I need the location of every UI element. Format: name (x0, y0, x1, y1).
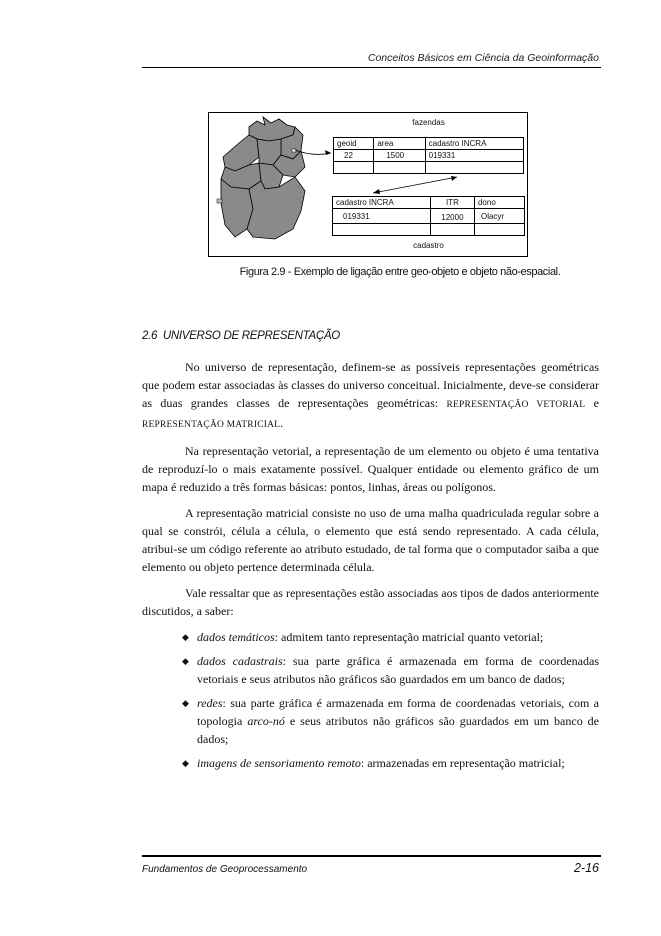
table-fazendas-empty-cell (334, 162, 374, 174)
page-header-title: Conceitos Básicos em Ciência da Geoinformação (367, 52, 599, 64)
table-fazendas-header-area: area (374, 138, 425, 150)
body-text (142, 358, 599, 778)
list-item: ◆ imagens de sensoriamento remoto: armazenadas em representação matricial; (182, 756, 565, 770)
figure-caption: Figura 2.9 - Exemplo de ligação entre geo-objeto e objeto não-espacial. (239, 266, 561, 278)
paragraph-4: Vale ressaltar que as representações estão associadas aos tipos de dados anteriormente discutidos, a saber: (142, 586, 599, 618)
table-fazendas-title: fazendas (412, 118, 445, 127)
paragraph-2: Na representação vetorial, a representação de um elemento ou objeto é uma tentativa de reproduzí-lo o mais exatamente possível. Qualquer entidade ou elemento gráfico de um mapa é reduzido a três formas básicas: pontos, linhas, áreas ou polígonos. (142, 444, 599, 494)
table-cadastro-header-dono: dono (474, 197, 524, 209)
page-number: 2-16 (573, 861, 599, 875)
paragraph-3: A representação matricial consiste no uso de uma malha quadriculada regular sobre a qual se constrói, célula a célula, o elemento que está sendo representado. A cada célula, atribui-se um código referente ao atributo estudado, de tal forma que o computador saiba a que elemento ou objeto pertence determinada célula. (142, 506, 599, 574)
footer-book-title: Fundamentos de Geoprocessamento (142, 864, 308, 875)
table-cadastro-cell-incra: 019331 (333, 209, 431, 224)
footer-rule (142, 855, 601, 857)
section-number: 2.6 (142, 330, 158, 342)
bullet-diamond-icon: ◆ (182, 698, 189, 708)
list-item: ◆ dados temáticos: admitem tanto representação matricial quanto vetorial; (182, 630, 544, 644)
table-cadastro-header-incra: cadastro INCRA (333, 197, 431, 209)
table-fazendas-cell-geoid: 22 (334, 150, 374, 162)
table-fazendas (333, 137, 524, 174)
bullet-list (142, 628, 599, 772)
table-cadastro-header-itr: ITR (430, 197, 474, 209)
list-item: ◆ dados cadastrais: sua parte gráfica é armazenada em forma de coordenadas vetoriais e seus atributos não gráficos são guardados em um banco de dados; (182, 654, 599, 686)
table-cadastro-empty-cell (333, 224, 431, 236)
table-cadastro-cell-dono: Olacyr (474, 209, 524, 224)
bullet-diamond-icon: ◆ (182, 758, 189, 768)
table-cadastro-cell-itr: 12000 (430, 209, 474, 224)
table-fazendas-cell-cadastro: 019331 (425, 150, 523, 162)
term-representacao-matricial: REPRESENTAÇÃO MATRICIAL (142, 420, 281, 430)
bullet-diamond-icon: ◆ (182, 632, 189, 642)
table-cadastro (332, 196, 525, 236)
table-cadastro-title: cadastro (413, 241, 444, 250)
list-item: ◆ redes: sua parte gráfica é armazenada em forma de coordenadas vetoriais, com a topologia arco-nó e seus atributos não gráficos são guardados em um banco de dados; (182, 696, 600, 746)
header-rule (142, 67, 601, 68)
table-fazendas-cell-area: 1500 (374, 150, 425, 162)
bullet-diamond-icon: ◆ (182, 656, 189, 666)
section-heading (142, 330, 340, 342)
table-fazendas-empty-cell (425, 162, 523, 174)
figure-box (208, 112, 528, 257)
term-representacao-vetorial: REPRESENTAÇÃO VETORIAL (446, 400, 586, 410)
table-fazendas-empty-cell (374, 162, 425, 174)
link-arrow-fazendas-to-cadastro (373, 177, 457, 193)
table-cadastro-empty-cell (474, 224, 524, 236)
table-fazendas-header-geoid: geoid (334, 138, 374, 150)
map-selected-parcel-marker (217, 199, 222, 203)
paragraph-1: No universo de representação, definem-se as possíveis representações geométricas que podem estar associadas às classes do universo conceitual. Inicialmente, deve-se considerar as duas grandes classes de representações geométricas: REPRESENTAÇÃO VETORIAL e REPRESENTAÇÃO MATRICIAL. (142, 360, 599, 430)
section-title: UNIVERSO DE REPRESENTAÇÃO (162, 330, 340, 342)
germany-map-illustration (209, 113, 529, 258)
table-cadastro-empty-cell (430, 224, 474, 236)
table-fazendas-header-cadastro: cadastro INCRA (425, 138, 523, 150)
